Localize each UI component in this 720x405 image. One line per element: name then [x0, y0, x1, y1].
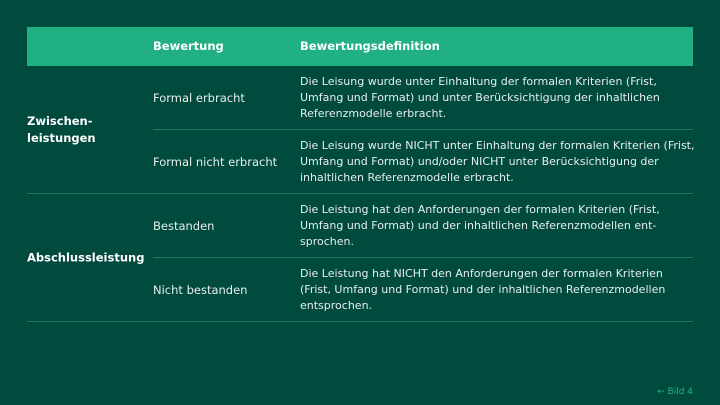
definition: Die Leisung wurde NICHT unter Einhaltung der formalen Kriterien (Frist, Umfang und Format) und/oder NICHT unter Berücksichtigung der inhaltlichen Referenzmodelle erbracht. [300, 138, 695, 184]
group-zwischenleistungen [27, 66, 693, 194]
evaluation-table [27, 27, 693, 322]
table-header [27, 27, 693, 66]
group-label: Zwischen- leistungen [27, 113, 96, 145]
group-abschlussleistung [27, 194, 693, 322]
table-row [153, 257, 693, 321]
rating: Bestanden [153, 218, 215, 233]
table-row [153, 194, 693, 257]
table-row [153, 129, 693, 193]
rating: Nicht bestanden [153, 282, 248, 297]
header-bewertung: Bewertung [153, 39, 224, 53]
rating: Formal nicht erbracht [153, 154, 278, 169]
header-bewertungsdefinition: Bewertungsdefinition [300, 39, 440, 53]
group-label: Abschlussleistung [27, 250, 145, 264]
arrow-left-icon: ← [657, 387, 665, 397]
definition: Die Leisung wurde unter Einhaltung der formalen Kriterien (Frist, Umfang und Format) und unter Berücksichtigung der inhaltlichen Referenzmodelle erbracht. [300, 74, 660, 120]
definition: Die Leistung hat NICHT den Anforderungen der formalen Kriterien (Frist, Umfang und Format) und der inhaltlichen Referenzmodellen entsprochen. [300, 266, 666, 312]
definition: Die Leistung hat den Anforderungen der formalen Kriterien (Frist, Umfang und Format) und der inhaltlichen Referenzmodellen ent-sprochen. [300, 202, 660, 248]
rating: Formal erbracht [153, 90, 245, 105]
table-row [153, 66, 693, 129]
figure-label: Bild 4 [667, 387, 693, 397]
figure-caption [657, 387, 693, 397]
